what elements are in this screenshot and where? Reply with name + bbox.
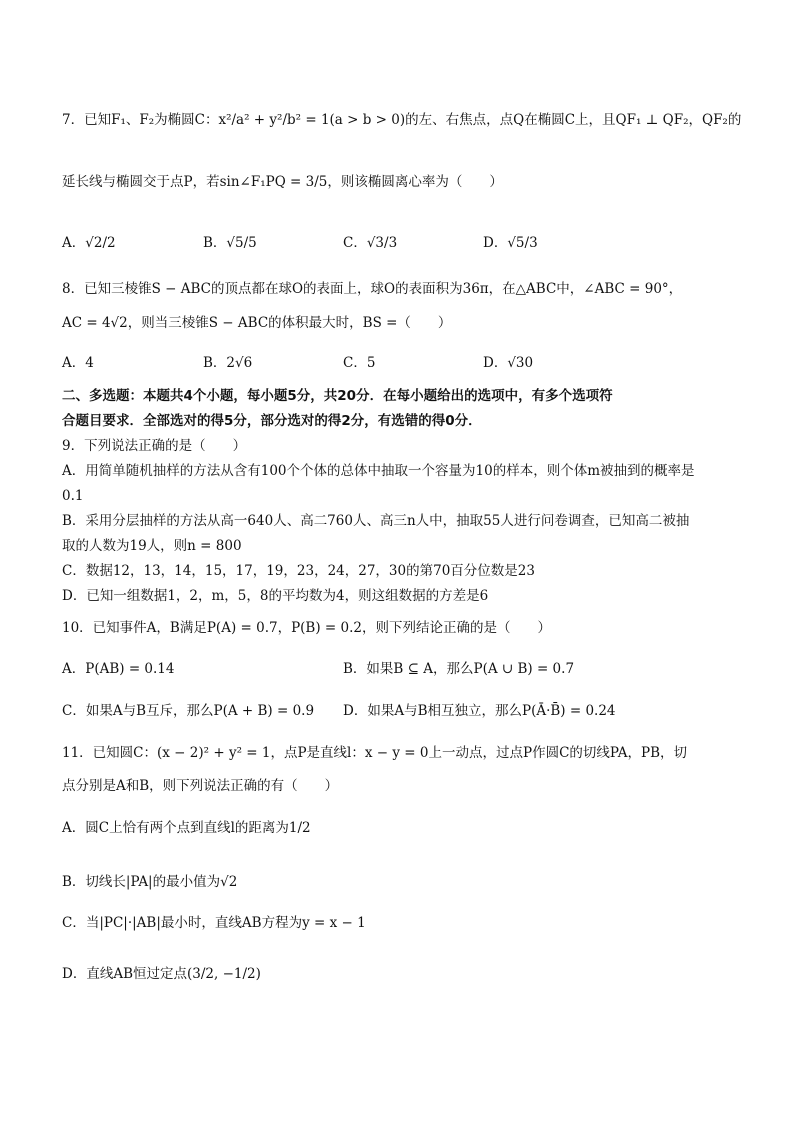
q9-option-b-line-2: 取的人数为19人，则n = 800 [62, 538, 242, 554]
q10-option-c: C．如果A与B互斥，那么P(A + B) = 0.9 [62, 703, 315, 719]
q7-option-c: C．√3/3 [343, 235, 398, 251]
q7-line-1: 7．已知F₁、F₂为椭圆C：x²/a² + y²/b² = 1(a > b > 0)的左、右焦点，点Q在椭圆C上，且QF₁ ⊥ QF₂，QF₂的 [62, 112, 742, 128]
q11-option-c: C．当|PC|·|AB|最小时，直线AB方程为y = x − 1 [62, 915, 366, 931]
q7-option-d: D．√5/3 [483, 235, 538, 251]
q7-option-a: A．√2/2 [62, 235, 116, 251]
q8-option-a: A．4 [62, 355, 94, 371]
q10-stem: 10．已知事件A，B满足P(A) = 0.7，P(B) = 0.2，则下列结论正确的是（ ） [62, 620, 551, 636]
q11-option-d: D．直线AB恒过定点(3/2, −1/2) [62, 966, 261, 982]
q7-line-2: 延长线与椭圆交于点P，若sin∠F₁PQ = 3/5，则该椭圆离心率为（ ） [62, 174, 503, 190]
q8-option-c: C．5 [343, 355, 376, 371]
q9-option-b-line-1: B．采用分层抽样的方法从高一640人、高二760人、高三n人中，抽取55人进行问卷调查，已知高二被抽 [62, 513, 690, 529]
q11-line-1: 11．已知圆C：(x − 2)² + y² = 1，点P是直线l：x − y = 0上一动点，过点P作圆C的切线PA，PB，切 [62, 745, 687, 761]
q9-option-a-line-2: 0.1 [62, 488, 84, 504]
q10-option-d: D．如果A与B相互独立，那么P(Ā·B̄) = 0.24 [343, 703, 616, 719]
q11-option-a: A．圆C上恰有两个点到直线l的距离为1/2 [62, 820, 311, 836]
q8-option-d: D．√30 [483, 355, 534, 371]
q8-option-b: B．2√6 [203, 355, 253, 371]
q11-option-b: B．切线长|PA|的最小值为√2 [62, 874, 238, 890]
q11-line-2: 点分别是A和B，则下列说法正确的有（ ） [62, 778, 339, 794]
q10-option-b: B．如果B ⊆ A，那么P(A ∪ B) = 0.7 [343, 661, 575, 677]
q9-option-a-line-1: A．用简单随机抽样的方法从含有100个个体的总体中抽取一个容量为10的样本，则个体m被抽到的概率是 [62, 463, 695, 479]
q10-option-a: A．P(AB) = 0.14 [62, 661, 175, 677]
section-2-line-1: 二、多选题：本题共4个小题，每小题5分，共20分．在每小题给出的选项中，有多个选项符 [62, 388, 613, 404]
q9-option-d: D．已知一组数据1，2，m，5，8的平均数为4，则这组数据的方差是6 [62, 588, 489, 604]
q8-line-1: 8．已知三棱锥S − ABC的顶点都在球O的表面上，球O的表面积为36π，在△ABC中，∠ABC = 90°， [62, 281, 683, 297]
q9-stem: 9．下列说法正确的是（ ） [62, 438, 247, 454]
section-2-line-2: 合题目要求．全部选对的得5分，部分选对的得2分，有选错的得0分． [62, 413, 482, 429]
q8-line-2: AC = 4√2，则当三棱锥S − ABC的体积最大时，BS =（ ） [62, 315, 452, 331]
q7-option-b: B．√5/5 [203, 235, 257, 251]
q9-option-c: C．数据12，13，14，15，17，19，23，24，27，30的第70百分位数是23 [62, 563, 535, 579]
